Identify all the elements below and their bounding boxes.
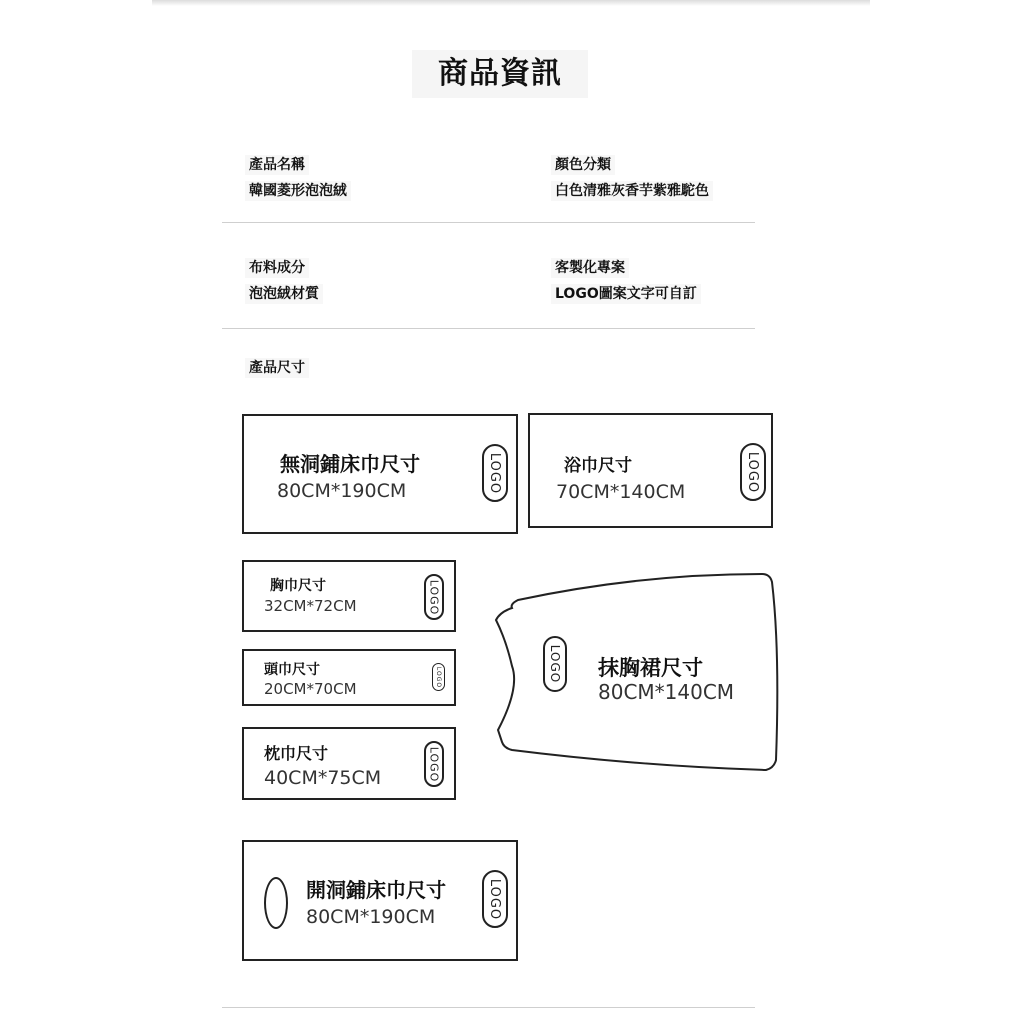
page-title: 商品資訊	[412, 50, 588, 98]
color-value: 白色清雅灰香芋紫雅駝色	[551, 181, 713, 201]
size-name: 浴巾尺寸	[564, 456, 632, 476]
size-value: 70CM*140CM	[556, 481, 686, 503]
size-value-tube-skirt: 80CM*140CM	[598, 680, 735, 704]
logo-badge-icon: LOGO	[424, 741, 444, 787]
size-name: 開洞鋪床巾尺寸	[306, 878, 446, 902]
custom-label: 客製化專案	[551, 258, 629, 278]
face-hole-icon	[264, 877, 288, 929]
fabric-value: 泡泡絨材質	[245, 284, 323, 304]
logo-badge-icon: LOGO	[543, 636, 567, 692]
divider	[222, 328, 755, 329]
size-value: 80CM*190CM	[277, 480, 407, 502]
size-name-tube-skirt: 抹胸裙尺寸	[598, 656, 703, 680]
logo-badge-icon: LOGO	[482, 444, 508, 502]
product-name-label: 產品名稱	[245, 155, 309, 175]
size-card-bath-towel	[528, 413, 773, 528]
size-card-bed-with-hole	[242, 840, 518, 961]
logo-badge-icon: LOGO	[740, 443, 766, 501]
logo-badge-icon: LOGO	[482, 870, 508, 928]
size-name: 胸巾尺寸	[270, 578, 326, 594]
size-label: 產品尺寸	[245, 358, 309, 378]
divider-bottom	[222, 1007, 755, 1008]
size-card-head-towel	[242, 649, 456, 706]
logo-badge-icon: LOGO	[432, 663, 445, 691]
size-value: 20CM*70CM	[264, 680, 357, 698]
size-card-bed-no-hole	[242, 414, 518, 534]
size-name: 枕巾尺寸	[264, 744, 329, 763]
custom-value: LOGO圖案文字可自訂	[551, 284, 701, 304]
top-shadow-bar	[152, 0, 870, 6]
divider	[222, 222, 755, 223]
color-label: 顏色分類	[551, 155, 615, 175]
size-name: 無洞鋪床巾尺寸	[280, 452, 420, 476]
size-card-chest-towel	[242, 560, 456, 632]
size-name: 頭巾尺寸	[264, 662, 320, 678]
logo-badge-icon: LOGO	[424, 574, 444, 620]
product-name-value: 韓國菱形泡泡絨	[245, 181, 351, 201]
size-value: 40CM*75CM	[264, 767, 382, 789]
fabric-label: 布料成分	[245, 258, 309, 278]
size-value: 32CM*72CM	[264, 597, 357, 615]
size-card-pillow-towel	[242, 727, 456, 800]
size-value: 80CM*190CM	[306, 906, 436, 928]
